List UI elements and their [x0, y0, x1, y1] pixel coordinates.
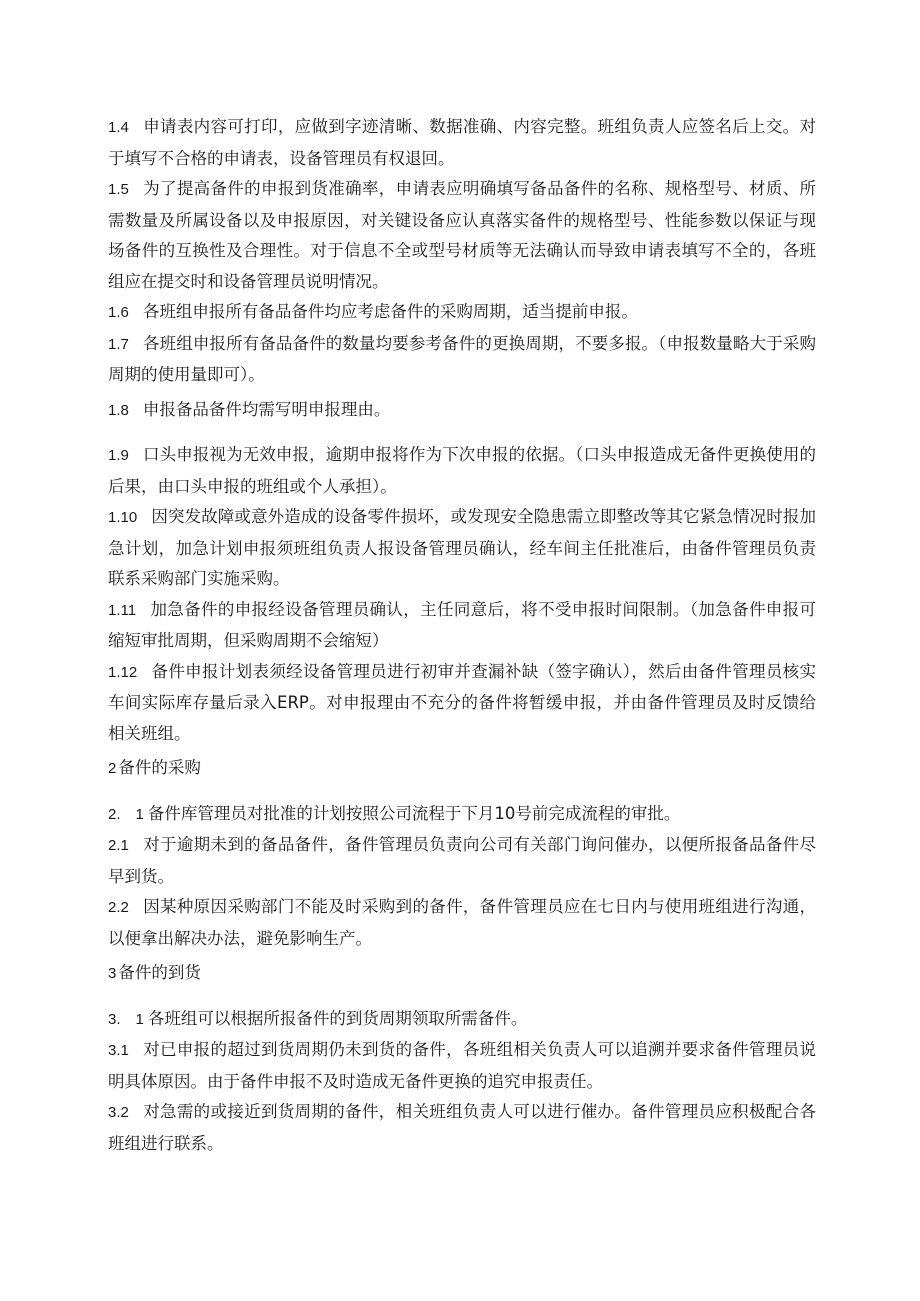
section-title: 备件的到货 — [118, 963, 201, 982]
paragraph-text: 备件申报计划表须经设备管理员进行初审并查漏补缺（签字确认），然后由备件管理员核实车间实际库存量后录入ERP。对申报理由不充分的备件将暂缓申报，并由备件管理员及时反馈给相关班组。 — [108, 661, 816, 743]
paragraph-number: 1.5 — [108, 181, 129, 198]
paragraph-text: 备件库管理员对批准的计划按照公司流程于下月10号前完成流程的审批。 — [147, 803, 681, 823]
document-page — [108, 112, 816, 1159]
paragraph-1-4 — [108, 112, 816, 174]
paragraph-1-8 — [108, 395, 816, 427]
paragraph-number: 1.12 — [108, 663, 138, 681]
paragraph-text: 对急需的或接近到货周期的备件，相关班组负责人可以进行催办。备件管理员应积极配合各班组进行联系。 — [108, 1102, 816, 1153]
paragraph-number: 2. 1 — [108, 805, 144, 823]
paragraph-1-6 — [108, 297, 816, 329]
paragraph-3-0-1 — [108, 1004, 816, 1036]
paragraph-2-1 — [108, 830, 816, 892]
paragraph-text: 申报备品备件均需写明申报理由。 — [142, 399, 391, 419]
paragraph-text: 各班组可以根据所报备件的到货周期领取所需备件。 — [147, 1008, 528, 1028]
section-title: 备件的采购 — [118, 758, 201, 777]
paragraph-2-2 — [108, 892, 816, 954]
paragraph-text: 对已申报的超过到货周期仍未到货的备件，各班组相关负责人可以追溯并要求备件管理员说明具体原因。由于备件申报不及时造成无备件更换的追究申报责任。 — [108, 1040, 816, 1091]
paragraph-number: 1.11 — [108, 601, 137, 619]
paragraph-number: 1.6 — [108, 304, 129, 321]
paragraph-1-12 — [108, 657, 816, 750]
paragraph-number: 3.2 — [108, 1104, 129, 1121]
paragraph-number: 1.8 — [108, 401, 129, 419]
paragraph-text: 各班组申报所有备品备件的数量均要参考备件的更换周期，不要多报。（申报数量略大于采购周期的使用量即可）。 — [108, 333, 816, 384]
paragraph-text: 加急备件的申报经设备管理员确认，主任同意后，将不受申报时间限制。（加急备件申报可缩短审批周期，但采购周期不会缩短） — [108, 599, 816, 650]
paragraph-number: 3. 1 — [108, 1010, 144, 1028]
section-3-heading — [108, 958, 816, 990]
section-2-heading — [108, 753, 816, 785]
paragraph-1-7 — [108, 329, 816, 391]
section-number: 2 — [108, 760, 117, 777]
paragraph-number: 1.7 — [108, 335, 129, 353]
paragraph-number: 3.1 — [108, 1042, 129, 1059]
paragraph-number: 1.9 — [108, 447, 129, 464]
section-number: 3 — [108, 965, 117, 982]
paragraph-text: 口头申报视为无效申报，逾期申报将作为下次申报的依据。（口头申报造成无备件更换使用的后果，由口头申报的班组或个人承担）。 — [108, 445, 816, 496]
paragraph-number: 1.10 — [108, 509, 138, 526]
paragraph-1-9 — [108, 440, 816, 502]
paragraph-number: 2.2 — [108, 899, 129, 916]
paragraph-1-5 — [108, 174, 816, 297]
paragraph-1-11 — [108, 595, 816, 657]
paragraph-text: 各班组申报所有备品备件均应考虑备件的采购周期，适当提前申报。 — [142, 302, 638, 321]
paragraph-text: 为了提高备件的申报到货准确率，申请表应明确填写备品备件的名称、规格型号、材质、所需数量及所属设备以及申报原因，对关键设备应认真落实备件的规格型号、性能参数以保证与现场备件的互换性及合理性。对于信息不全或型号材质等无法确认而导致申请表填写不全的，各班组应在提交时和设备管理员说明情况。 — [108, 179, 816, 291]
paragraph-number: 2.1 — [108, 837, 129, 854]
paragraph-text: 因某种原因采购部门不能及时采购到的备件，备件管理员应在七日内与使用班组进行沟通，以便拿出解决办法，避免影响生产。 — [108, 897, 816, 948]
paragraph-3-2 — [108, 1097, 816, 1159]
paragraph-3-1 — [108, 1035, 816, 1097]
paragraph-number: 1.4 — [108, 119, 129, 136]
paragraph-text: 对于逾期未到的备品备件，备件管理员负责向公司有关部门询问催办，以便所报备品备件尽早到货。 — [108, 835, 816, 886]
paragraph-2-0-1 — [108, 799, 816, 831]
paragraph-text: 因突发故障或意外造成的设备零件损坏，或发现安全隐患需立即整改等其它紧急情况时报加急计划，加急计划申报须班组负责人报设备管理员确认，经车间主任批准后，由备件管理员负责联系采购部门实施采购。 — [108, 507, 816, 588]
paragraph-1-10 — [108, 502, 816, 595]
paragraph-text: 申请表内容可打印，应做到字迹清晰、数据准确、内容完整。班组负责人应签名后上交。对于填写不合格的申请表，设备管理员有权退回。 — [108, 117, 816, 168]
